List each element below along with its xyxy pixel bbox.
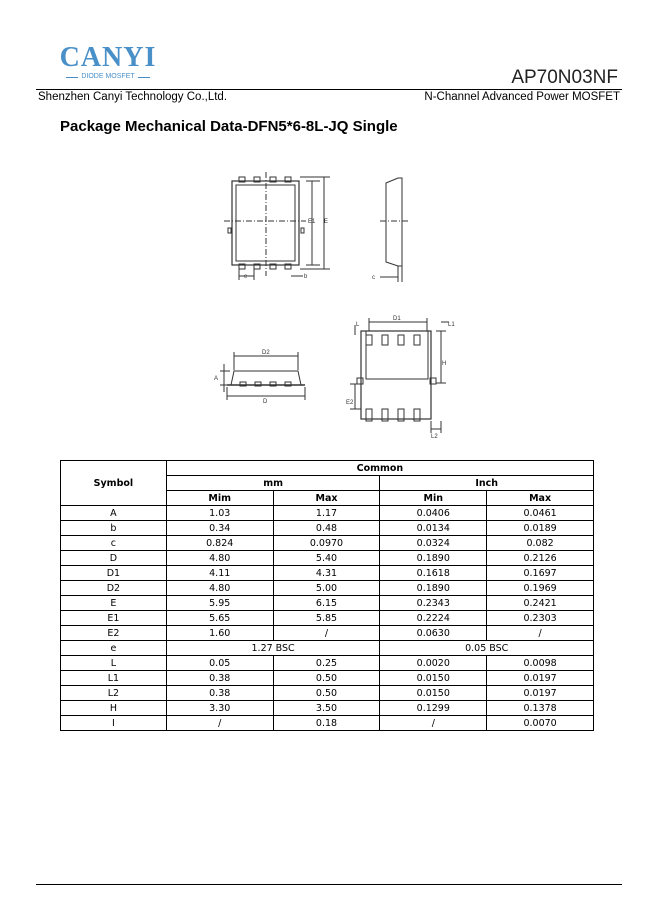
device-description: N-Channel Advanced Power MOSFET: [424, 91, 620, 103]
table-cell-symbol: H: [61, 701, 167, 716]
table-cell-mm-max: 6.15: [273, 596, 380, 611]
table-cell-in-max: 0.0098: [487, 656, 594, 671]
table-cell-in-max: 0.1378: [487, 701, 594, 716]
label-e: e: [244, 274, 248, 280]
table-cell-in-min: 0.0020: [380, 656, 487, 671]
table-cell-symbol: L1: [61, 671, 167, 686]
table-cell-in-max: /: [487, 626, 594, 641]
label-D1: D1: [393, 316, 401, 322]
table-cell-symbol: D1: [61, 566, 167, 581]
table-cell-mm-max: /: [273, 626, 380, 641]
header-inch-min: Min: [380, 491, 487, 506]
table-row: [61, 701, 594, 716]
table-cell-mm-min: 0.34: [166, 521, 273, 536]
table-cell-mm-min: 0.38: [166, 671, 273, 686]
table-cell-in-min: 0.2343: [380, 596, 487, 611]
top-view: [224, 172, 330, 280]
table-row: [61, 551, 594, 566]
table-row: [61, 611, 594, 626]
table-cell-mm-min: 5.95: [166, 596, 273, 611]
table-cell-mm-max: 0.50: [273, 671, 380, 686]
table-cell-symbol: L2: [61, 686, 167, 701]
table-cell-in-min: /: [380, 716, 487, 731]
table-cell-in-min: 0.0324: [380, 536, 487, 551]
header-mm: mm: [166, 476, 380, 491]
table-cell-symbol: E: [61, 596, 167, 611]
table-cell-mm-max: 0.25: [273, 656, 380, 671]
table-cell-mm-max: 3.50: [273, 701, 380, 716]
logo-wordmark: CANYI: [59, 42, 157, 73]
table-cell-in-max: 0.1969: [487, 581, 594, 596]
table-cell-in-min: 0.2224: [380, 611, 487, 626]
table-row: [61, 521, 594, 536]
table-row: [61, 641, 594, 656]
table-cell-mm-min: 5.65: [166, 611, 273, 626]
footer-divider: [36, 884, 622, 885]
table-cell-in-max: 0.2421: [487, 596, 594, 611]
table-cell-in-max: 0.2126: [487, 551, 594, 566]
table-row: [61, 536, 594, 551]
header-mm-max: Max: [273, 491, 380, 506]
table-cell-mm-min: /: [166, 716, 273, 731]
table-cell-mm-min: 0.38: [166, 686, 273, 701]
table-cell-in-max: 0.2303: [487, 611, 594, 626]
table-cell-mm-max: 5.00: [273, 581, 380, 596]
table-cell-mm-min: 1.03: [166, 506, 273, 521]
table-cell-symbol: E1: [61, 611, 167, 626]
table-row: [61, 686, 594, 701]
table-cell-mm-max: 0.48: [273, 521, 380, 536]
label-L1: L1: [448, 322, 455, 328]
package-drawing: [0, 0, 650, 450]
table-cell-in-min: 0.0134: [380, 521, 487, 536]
table-cell-in-max: 0.0461: [487, 506, 594, 521]
part-number: AP70N03NF: [511, 67, 618, 88]
logo-tagline-text: DIODE MOSFET: [81, 73, 135, 80]
table-row: [61, 626, 594, 641]
table-cell-symbol: L: [61, 656, 167, 671]
table-cell-mm-min: 0.05: [166, 656, 273, 671]
table-cell-in-max: 0.0197: [487, 686, 594, 701]
table-cell-symbol: e: [61, 641, 167, 656]
front-view: [214, 350, 305, 405]
page-title: Package Mechanical Data-DFN5*6-8L-JQ Single: [60, 118, 398, 135]
bottom-view: [346, 316, 455, 440]
table-cell-symbol: D2: [61, 581, 167, 596]
label-E1: E1: [308, 219, 316, 225]
header-inch-max: Max: [487, 491, 594, 506]
table-cell-in-max: 0.0197: [487, 671, 594, 686]
table-cell-symbol: E2: [61, 626, 167, 641]
table-row: [61, 506, 594, 521]
label-E: E: [324, 219, 329, 225]
label-D2: D2: [262, 350, 270, 356]
table-row: [61, 716, 594, 731]
dimensions-body: [61, 506, 594, 731]
label-D: D: [263, 399, 268, 405]
table-cell-in-max: 0.1697: [487, 566, 594, 581]
header-inch: Inch: [380, 476, 594, 491]
table-row: [61, 566, 594, 581]
table-cell-symbol: b: [61, 521, 167, 536]
table-row: [61, 596, 594, 611]
table-cell-mm-max: 4.31: [273, 566, 380, 581]
table-cell-symbol: c: [61, 536, 167, 551]
table-cell-in-min: 0.0406: [380, 506, 487, 521]
table-row: [61, 656, 594, 671]
label-b: b: [304, 274, 308, 280]
table-cell-mm-min: 0.824: [166, 536, 273, 551]
table-cell-in-min: 0.0150: [380, 671, 487, 686]
side-view: [372, 178, 408, 282]
table-cell-in-min: 0.1618: [380, 566, 487, 581]
table-cell-symbol: I: [61, 716, 167, 731]
table-cell-mm-max: 1.17: [273, 506, 380, 521]
table-cell-mm-max: 5.40: [273, 551, 380, 566]
label-L: L: [356, 322, 360, 328]
label-A: A: [214, 376, 219, 382]
table-cell-in-min: 0.0630: [380, 626, 487, 641]
company-name: Shenzhen Canyi Technology Co.,Ltd.: [38, 91, 228, 103]
table-cell-in-min: 0.0150: [380, 686, 487, 701]
table-cell-mm-min: 3.30: [166, 701, 273, 716]
table-cell-in-min: 0.1890: [380, 581, 487, 596]
header-mm-min: Mim: [166, 491, 273, 506]
table-cell-mm-max: 0.50: [273, 686, 380, 701]
table-cell-mm-min: 4.11: [166, 566, 273, 581]
table-cell-in-min: 0.1890: [380, 551, 487, 566]
table-cell-mm-max: 5.85: [273, 611, 380, 626]
table-cell-mm-max: 0.18: [273, 716, 380, 731]
table-cell-in-max: 0.0189: [487, 521, 594, 536]
table-cell-mm-min: 1.60: [166, 626, 273, 641]
table-cell-in-max: 0.082: [487, 536, 594, 551]
header-common: Common: [166, 461, 593, 476]
table-cell-in-min: 0.1299: [380, 701, 487, 716]
label-H: H: [442, 361, 447, 367]
table-cell-mm-max: 0.0970: [273, 536, 380, 551]
table-cell-in-max: 0.0070: [487, 716, 594, 731]
label-c: c: [372, 275, 375, 281]
header-symbol: Symbol: [61, 461, 167, 506]
table-cell-mm-min: 4.80: [166, 581, 273, 596]
dimensions-table: [60, 460, 594, 731]
label-E2: E2: [346, 400, 354, 406]
table-cell-mm-bsc: 1.27 BSC: [166, 641, 380, 656]
table-row: [61, 671, 594, 686]
table-cell-symbol: A: [61, 506, 167, 521]
table-cell-in-bsc: 0.05 BSC: [380, 641, 594, 656]
table-row: [61, 581, 594, 596]
label-L2: L2: [431, 434, 438, 440]
table-cell-symbol: D: [61, 551, 167, 566]
table-cell-mm-min: 4.80: [166, 551, 273, 566]
